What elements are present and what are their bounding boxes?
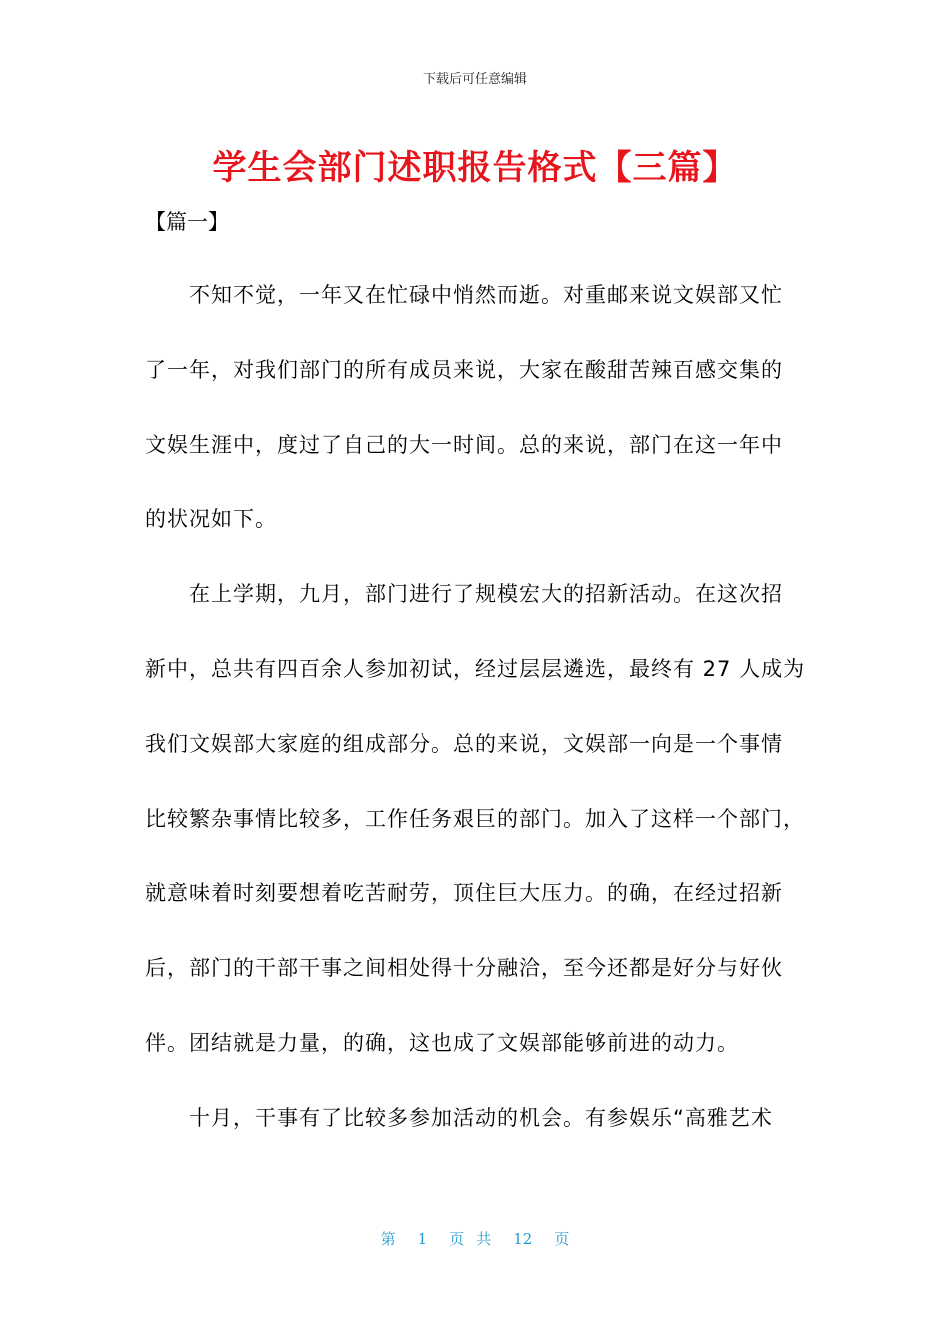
paragraph-line: 的状况如下。 xyxy=(145,507,277,532)
paragraph-line: 了一年，对我们部门的所有成员来说，大家在酸甜苦辣百感交集的 xyxy=(145,357,783,382)
footer-page-suffix: 页 xyxy=(449,1230,465,1248)
paragraph-line: 比较繁杂事情比较多，工作任务艰巨的部门。加入了这样一个部门， xyxy=(145,806,805,831)
paragraph-line: 新中，总共有四百余人参加初试，经过层层遴选，最终有 27 人成为 xyxy=(145,656,806,681)
paragraph-line: 文娱生涯中，度过了自己的大一时间。总的来说，部门在这一年中 xyxy=(145,432,783,457)
paragraph-2 xyxy=(145,557,805,1081)
paragraph-line: 伴。团结就是力量，的确，这也成了文娱部能够前进的动力。 xyxy=(145,1030,739,1055)
paragraph-line: 十月，干事有了比较多参加活动的机会。有参娱乐“高雅艺术 xyxy=(189,1105,773,1130)
page-footer xyxy=(0,1228,950,1249)
section-label: 【篇一】 xyxy=(145,210,229,234)
footer-total-suffix: 页 xyxy=(554,1230,570,1248)
paragraph-1 xyxy=(145,258,805,557)
paragraph-3 xyxy=(145,1081,805,1156)
footer-page-number: 1 xyxy=(417,1230,428,1248)
paragraph-line: 不知不觉，一年又在忙碌中悄然而逝。对重邮来说文娱部又忙 xyxy=(189,283,783,307)
header-note: 下载后可任意编辑 xyxy=(422,72,527,87)
footer-page-prefix: 第 xyxy=(380,1230,396,1248)
document-title: 学生会部门述职报告格式【三篇】 xyxy=(212,148,738,188)
paragraph-line: 我们文娱部大家庭的组成部分。总的来说，文娱部一向是一个事情 xyxy=(145,731,783,756)
footer-total-pages: 12 xyxy=(513,1230,533,1248)
footer-total-prefix: 共 xyxy=(476,1230,492,1248)
paragraph-line: 就意味着时刻要想着吃苦耐劳，顶住巨大压力。的确，在经过招新 xyxy=(145,881,783,906)
paragraph-line: 在上学期，九月，部门进行了规模宏大的招新活动。在这次招 xyxy=(189,582,783,607)
body-text xyxy=(145,258,805,1156)
paragraph-line: 后，部门的干部干事之间相处得十分融洽，至今还都是好分与好伙 xyxy=(145,956,783,981)
